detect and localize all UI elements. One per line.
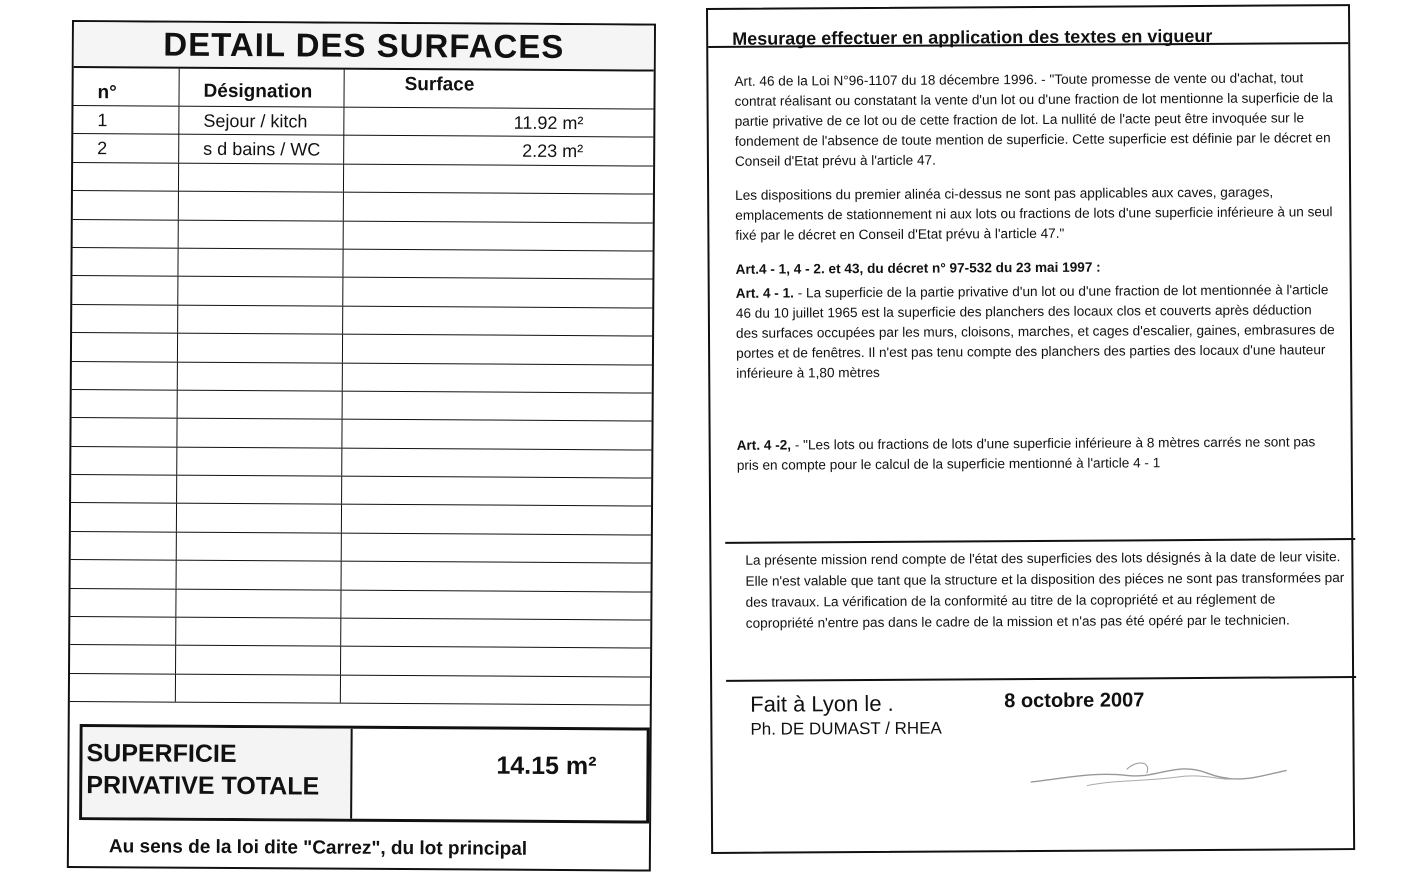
header-number: n°	[73, 68, 179, 106]
empty-cell	[71, 418, 177, 446]
date-text: 8 octobre 2007	[1004, 689, 1145, 713]
total-label	[82, 727, 353, 819]
art41-paragraph	[736, 280, 1337, 384]
signature-icon	[1027, 750, 1317, 802]
empty-cell	[73, 220, 179, 248]
empty-cell	[342, 505, 651, 534]
empty-cell	[178, 334, 343, 362]
empty-cell	[341, 675, 650, 704]
empty-cell	[177, 419, 342, 447]
empty-cell	[70, 589, 176, 617]
empty-table-row	[71, 532, 651, 564]
empty-table-row	[71, 503, 651, 535]
decret-title: Art.4 - 1, 4 - 2. et 43, du décret n° 97-532 du 23 mai 1997 :	[735, 259, 1101, 277]
empty-table-row	[71, 418, 651, 450]
art42-text: - "Les lots ou fractions de lots d'une superficie inférieure à 8 mètres carrés ne sont pas pris en compte pour le calcul de la superficie mentionné à l'article 4 - 1	[736, 434, 1316, 473]
empty-cell	[72, 305, 178, 333]
empty-cell	[342, 562, 651, 591]
empty-table-row	[71, 475, 651, 507]
empty-cell	[341, 619, 650, 648]
empty-cell	[176, 618, 341, 646]
signature-block	[726, 676, 1357, 856]
empty-table-row	[72, 333, 652, 365]
empty-cell	[71, 475, 177, 503]
empty-cell	[343, 392, 652, 421]
row-designation: s d bains / WC	[179, 135, 344, 164]
table-row	[73, 134, 653, 166]
empty-cell	[343, 306, 652, 335]
row-surface: 11.92 m²	[513, 112, 584, 134]
empty-table-row	[70, 589, 650, 621]
empty-cell	[71, 560, 177, 588]
empty-cell	[72, 390, 178, 418]
empty-cell	[178, 277, 343, 305]
empty-cell	[177, 533, 342, 561]
empty-cell	[177, 447, 342, 475]
empty-cell	[72, 362, 178, 390]
empty-cell	[70, 645, 176, 673]
empty-cell	[71, 503, 177, 531]
empty-table-row	[72, 305, 652, 337]
row-number: 1	[73, 106, 179, 135]
art46-text: Art. 46 de la Loi N°96-1107 du 18 décembre 1996. - "Toute promesse de vente ou d'achat, tout contrat réalisant ou constatant la vente d'un lot ou d'une fraction de lot mentionne la superficie de la partie privative de ce lot ou de cette fraction de lot. La nullité de l'acte peut être invoquée sur le fondement de l'absence de toute mention de superficie. Cette superficie est définie par le décret en Conseil d'Etat prévu à l'article 47.	[734, 70, 1334, 169]
technician-name: Ph. DE DUMAST / RHEA	[750, 718, 942, 739]
empty-cell	[178, 391, 343, 419]
empty-table-row	[70, 617, 650, 649]
empty-cell	[70, 674, 176, 702]
legal-header: Mesurage effectuer en application des textes en vigueur	[708, 6, 1348, 48]
empty-cell	[343, 278, 652, 307]
empty-cell	[342, 448, 651, 477]
empty-table-row	[73, 220, 653, 252]
empty-cell	[73, 163, 179, 191]
empty-cell	[343, 250, 652, 279]
table-header	[73, 68, 653, 110]
empty-table-row	[72, 248, 652, 280]
empty-table-row	[72, 362, 652, 394]
surfaces-panel	[67, 20, 656, 872]
empty-cell	[179, 192, 344, 220]
empty-cell	[343, 363, 652, 392]
legal-panel	[706, 4, 1355, 854]
empty-cell	[176, 589, 341, 617]
table-row	[73, 106, 653, 138]
empty-cell	[341, 647, 650, 676]
art41-text: - La superficie de la partie privative d'un lot ou d'une fraction de lot mentionnée à l'article 46 du 10 juillet 1965 est la superficie des planchers des locaux clos et couverts après déduction des surfaces occupées par les murs, cloisons, marches, et cages d'escalier, gaines, embrasures de portes et de fenêtres. Il n'est pas tenu compte des planchers des parties des locaux d'une hauteur inférieure à 1,80 mètres	[735, 282, 1335, 381]
carrez-footnote: Au sens de la loi dite "Carrez", du lot principal	[108, 836, 528, 860]
empty-cell	[178, 305, 343, 333]
empty-cell	[341, 590, 650, 619]
empty-cell	[71, 447, 177, 475]
empty-cell	[176, 674, 341, 702]
empty-rows	[70, 163, 653, 706]
empty-cell	[177, 476, 342, 504]
art41-label: Art. 4 - 1.	[735, 285, 794, 301]
empty-cell	[73, 191, 179, 219]
empty-cell	[342, 477, 651, 506]
empty-table-row	[73, 191, 653, 223]
row-designation: Sejour / kitch	[179, 107, 344, 136]
empty-cell	[72, 333, 178, 361]
empty-table-row	[71, 447, 651, 479]
empty-cell	[178, 362, 343, 390]
empty-table-row	[70, 674, 650, 706]
header-designation: Désignation	[179, 69, 344, 107]
empty-cell	[70, 617, 176, 645]
empty-table-row	[72, 276, 652, 308]
empty-cell	[72, 248, 178, 276]
total-box	[79, 724, 650, 823]
mission-text: La présente mission rend compte de l'état des superficies des lots désignés à la date de leur visite. Elle n'est valable que tant que la structure et la disposition des piéces ne sont pas transformées par des travaux. La vérification de la conformité au titre de la copropriété et au réglement de copropriété n'entre pas dans le cadre de la mission et n'as pas été opéré par le technicien.	[725, 538, 1356, 682]
row-surface: 2.23 m²	[522, 141, 584, 162]
empty-table-row	[70, 645, 650, 677]
surfaces-title: DETAIL DES SURFACES	[74, 22, 654, 72]
total-value: 14.15 m²	[496, 751, 597, 781]
legal-body	[708, 44, 1351, 476]
empty-table-row	[71, 560, 651, 592]
empty-cell	[176, 646, 341, 674]
art42-paragraph	[737, 432, 1337, 476]
place-text: Fait à Lyon le .	[750, 690, 894, 717]
empty-cell	[344, 193, 653, 222]
empty-cell	[344, 221, 653, 250]
empty-cell	[179, 220, 344, 248]
empty-cell	[342, 534, 651, 563]
empty-cell	[342, 420, 651, 449]
dispositions-text: Les dispositions du premier alinéa ci-dessus ne sont pas applicables aux caves, garages, emplacements de stationnement ni aux lots ou fractions de lots d'une superficie inférieure à un seul fixé par le décret en Conseil d'Etat prévu à l'article 47."	[735, 184, 1333, 243]
empty-table-row	[73, 163, 653, 195]
empty-cell	[344, 164, 653, 193]
empty-cell	[178, 249, 343, 277]
art42-label: Art. 4 -2,	[736, 437, 792, 453]
empty-cell	[177, 561, 342, 589]
header-surface: Surface	[404, 74, 475, 96]
place-date-line	[750, 688, 1356, 718]
empty-cell	[72, 276, 178, 304]
empty-cell	[343, 335, 652, 364]
empty-table-row	[72, 390, 652, 422]
empty-cell	[71, 532, 177, 560]
total-label-line1: SUPERFICIE	[86, 739, 237, 769]
row-number: 2	[73, 134, 179, 163]
empty-cell	[177, 504, 342, 532]
total-label-line2: PRIVATIVE TOTALE	[86, 771, 320, 801]
empty-cell	[179, 163, 344, 191]
